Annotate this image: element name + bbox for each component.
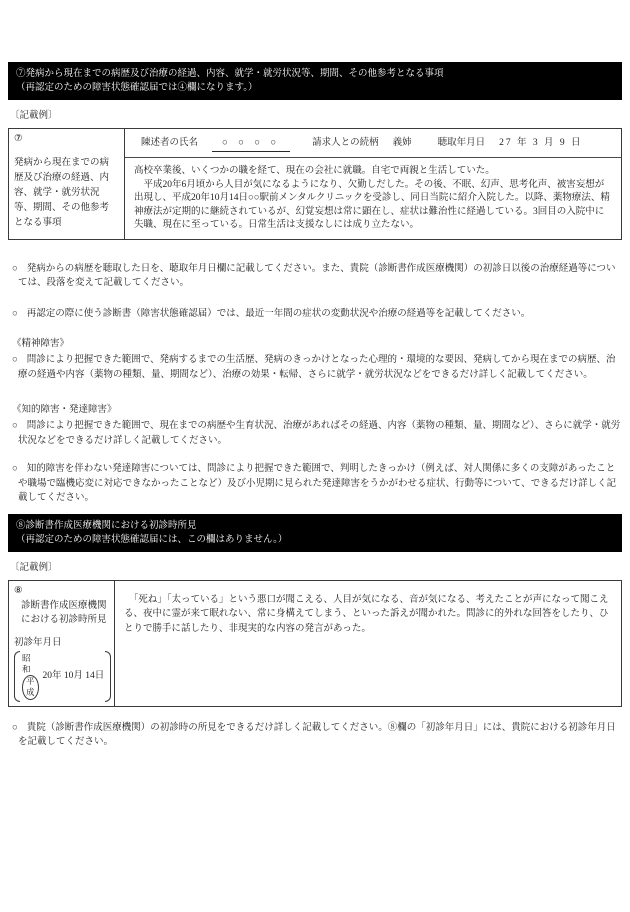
section7-header-bar <box>8 62 622 100</box>
instruction-text-1: 発病からの病歴を聴取した日を、聴取年月日欄に記載してください。また、貴院（診断書作成医療機関）の初診日以後の治療経過等については、段落を変えて記載してください。 <box>18 263 616 288</box>
subheading-intellectual-developmental: 《知的障害・発達障害》 <box>12 405 117 415</box>
era-selector <box>22 653 39 700</box>
history-record-table <box>8 128 622 240</box>
instruction-text-final: 貴院（診断書作成医療機関）の初診時の所見をできるだけ詳しく記載してください。⑧欄の「初診年月日」には、貴院における初診年月日を記載してください。 <box>18 722 616 747</box>
bullet-marker: ○ <box>12 464 18 474</box>
instruction-text-3: 問診により把握できた範囲で、発病するまでの生活歴、発病のきっかけとなった心理的・環境的な要因、発病してから現在までの病歴、治療の経過や内容（薬物の種類、量、期間など）、治療の効果・転帰、さらに就学・就労状況などをできるだけ詳しく記載してください。 <box>18 355 616 380</box>
history-paragraph-1: 高校卒業後、いくつかの職を経て、現在の会社に就職。自宅で両親と生活していた。 <box>134 166 495 176</box>
example-label-1: 〔記載例〕 <box>10 111 58 121</box>
first-exam-date-value: 20年 10月 14日 <box>42 671 105 681</box>
section7-header-line2: （再認定のための障害状態確認届では④欄になります。） <box>16 83 258 93</box>
instruction-text-4: 問診により把握できた範囲で、現在までの病歴や生育状況、治療があればその経過、内容（薬物の種類、量、期間など）、さらに就学・就労状況などをできるだけ詳しく記載してください。 <box>18 421 621 446</box>
instruction-bullet-5 <box>8 462 622 506</box>
findings-content-cell <box>115 581 621 706</box>
findings-row-label: 診断書作成医療機関における初診時所見 <box>21 600 107 625</box>
interview-meta-row <box>125 129 621 158</box>
bullet-marker: ○ <box>12 308 18 319</box>
row-number-8: ⑧ <box>14 585 23 596</box>
findings-body-text: 「死ね」「太っている」という悪口が聞こえる、人目が気になる、音が気になる、考えたことが声になって聞こえる、夜中に霊が来て眠れない、常に身構えてしまう、といった訴えが聞かれた。問診に的外れな回答をしたり、ひとりで勝手に話したり、非現実的な内容の発言があった。 <box>124 594 609 634</box>
history-content-cell <box>125 129 621 239</box>
section7-header-line1: ⑦発病から現在までの病歴及び治療の経過、内容、就学・就労状況等、期間、その他参考となる事項 <box>16 69 444 79</box>
section8-header-line1: ⑧診断書作成医療機関における初診時所見 <box>16 520 197 531</box>
relation-value: 義姉 <box>392 138 412 148</box>
history-body-text <box>125 158 621 239</box>
instruction-bullet-4 <box>8 419 622 448</box>
hearing-date-value: 27 年 3 月 9 日 <box>499 138 583 148</box>
instruction-bullet-3 <box>8 353 622 382</box>
instruction-bullet-final <box>8 721 622 750</box>
instruction-text-2: 再認定の際に使う診断書（障害状態確認届）では、最近一年間の症状の変動状況や治療の経過等を記載してください。 <box>26 308 531 319</box>
relation-label: 請求人との続柄 <box>312 138 379 148</box>
instruction-text-5: 知的障害を伴わない発達障害については、問診により把握できた範囲で、判明したきっかけ（例えば、対人関係に多くの支障があったことや職場で臨機応変に対応できなかったことなど）及び小児期に見られた発達障害をうかがわせる症状、行動等について、できるだけ詳しく記載してください。 <box>18 464 617 503</box>
era-showa: 昭和 <box>22 652 31 674</box>
right-bracket <box>105 651 111 702</box>
bullet-marker: ○ <box>12 421 18 431</box>
instruction-bullet-2 <box>8 307 622 322</box>
narrator-name-label: 陳述者の氏名 <box>141 138 199 148</box>
findings-row-header-cell <box>9 581 115 706</box>
era-heisei-circled: 平成 <box>22 675 39 700</box>
narrator-name-value: ○ ○ ○ ○ <box>212 136 290 152</box>
first-exam-date-field <box>14 651 110 702</box>
subheading-mental-disorder: 《精神障害》 <box>12 339 70 349</box>
first-exam-findings-table <box>8 580 622 707</box>
bullet-marker: ○ <box>12 355 18 365</box>
section8-header-bar <box>8 514 622 552</box>
history-paragraph-2: 平成20年6月頃から人目が気になるようになり、欠勤しだした。その後、不眠、幻声、思考化声、被害妄想が出現し、平成20年10月14日○○駅前メンタルクリニックを受診し、同日当院に紹介入院した。以降、薬物療法、精神療法が定期的に継続されているが、幻覚妄想は常に顕在し、症状は難治性に経過している。3回目の入院中に失職、現在に至っている。日常生活は支援なしには成り立たない。 <box>134 179 610 230</box>
history-row-label: 発病から現在までの病歴及び治療の経過、内容、就学・就労状況等、期間、その他参考となる事項 <box>14 158 110 228</box>
first-exam-date-label: 初診年月日 <box>14 637 62 648</box>
row-number-7: ⑦ <box>14 134 23 144</box>
bullet-marker: ○ <box>12 263 18 274</box>
history-row-header-cell <box>9 129 125 239</box>
bullet-marker: ○ <box>12 722 18 733</box>
hearing-date-label: 聴取年月日 <box>437 138 486 148</box>
example-label-2: 〔記載例〕 <box>10 562 58 573</box>
instruction-bullet-1 <box>8 262 622 291</box>
instructions-list <box>8 262 622 506</box>
section8-header-line2: （再認定のための障害状態確認届には、この欄はありません。） <box>16 534 288 545</box>
